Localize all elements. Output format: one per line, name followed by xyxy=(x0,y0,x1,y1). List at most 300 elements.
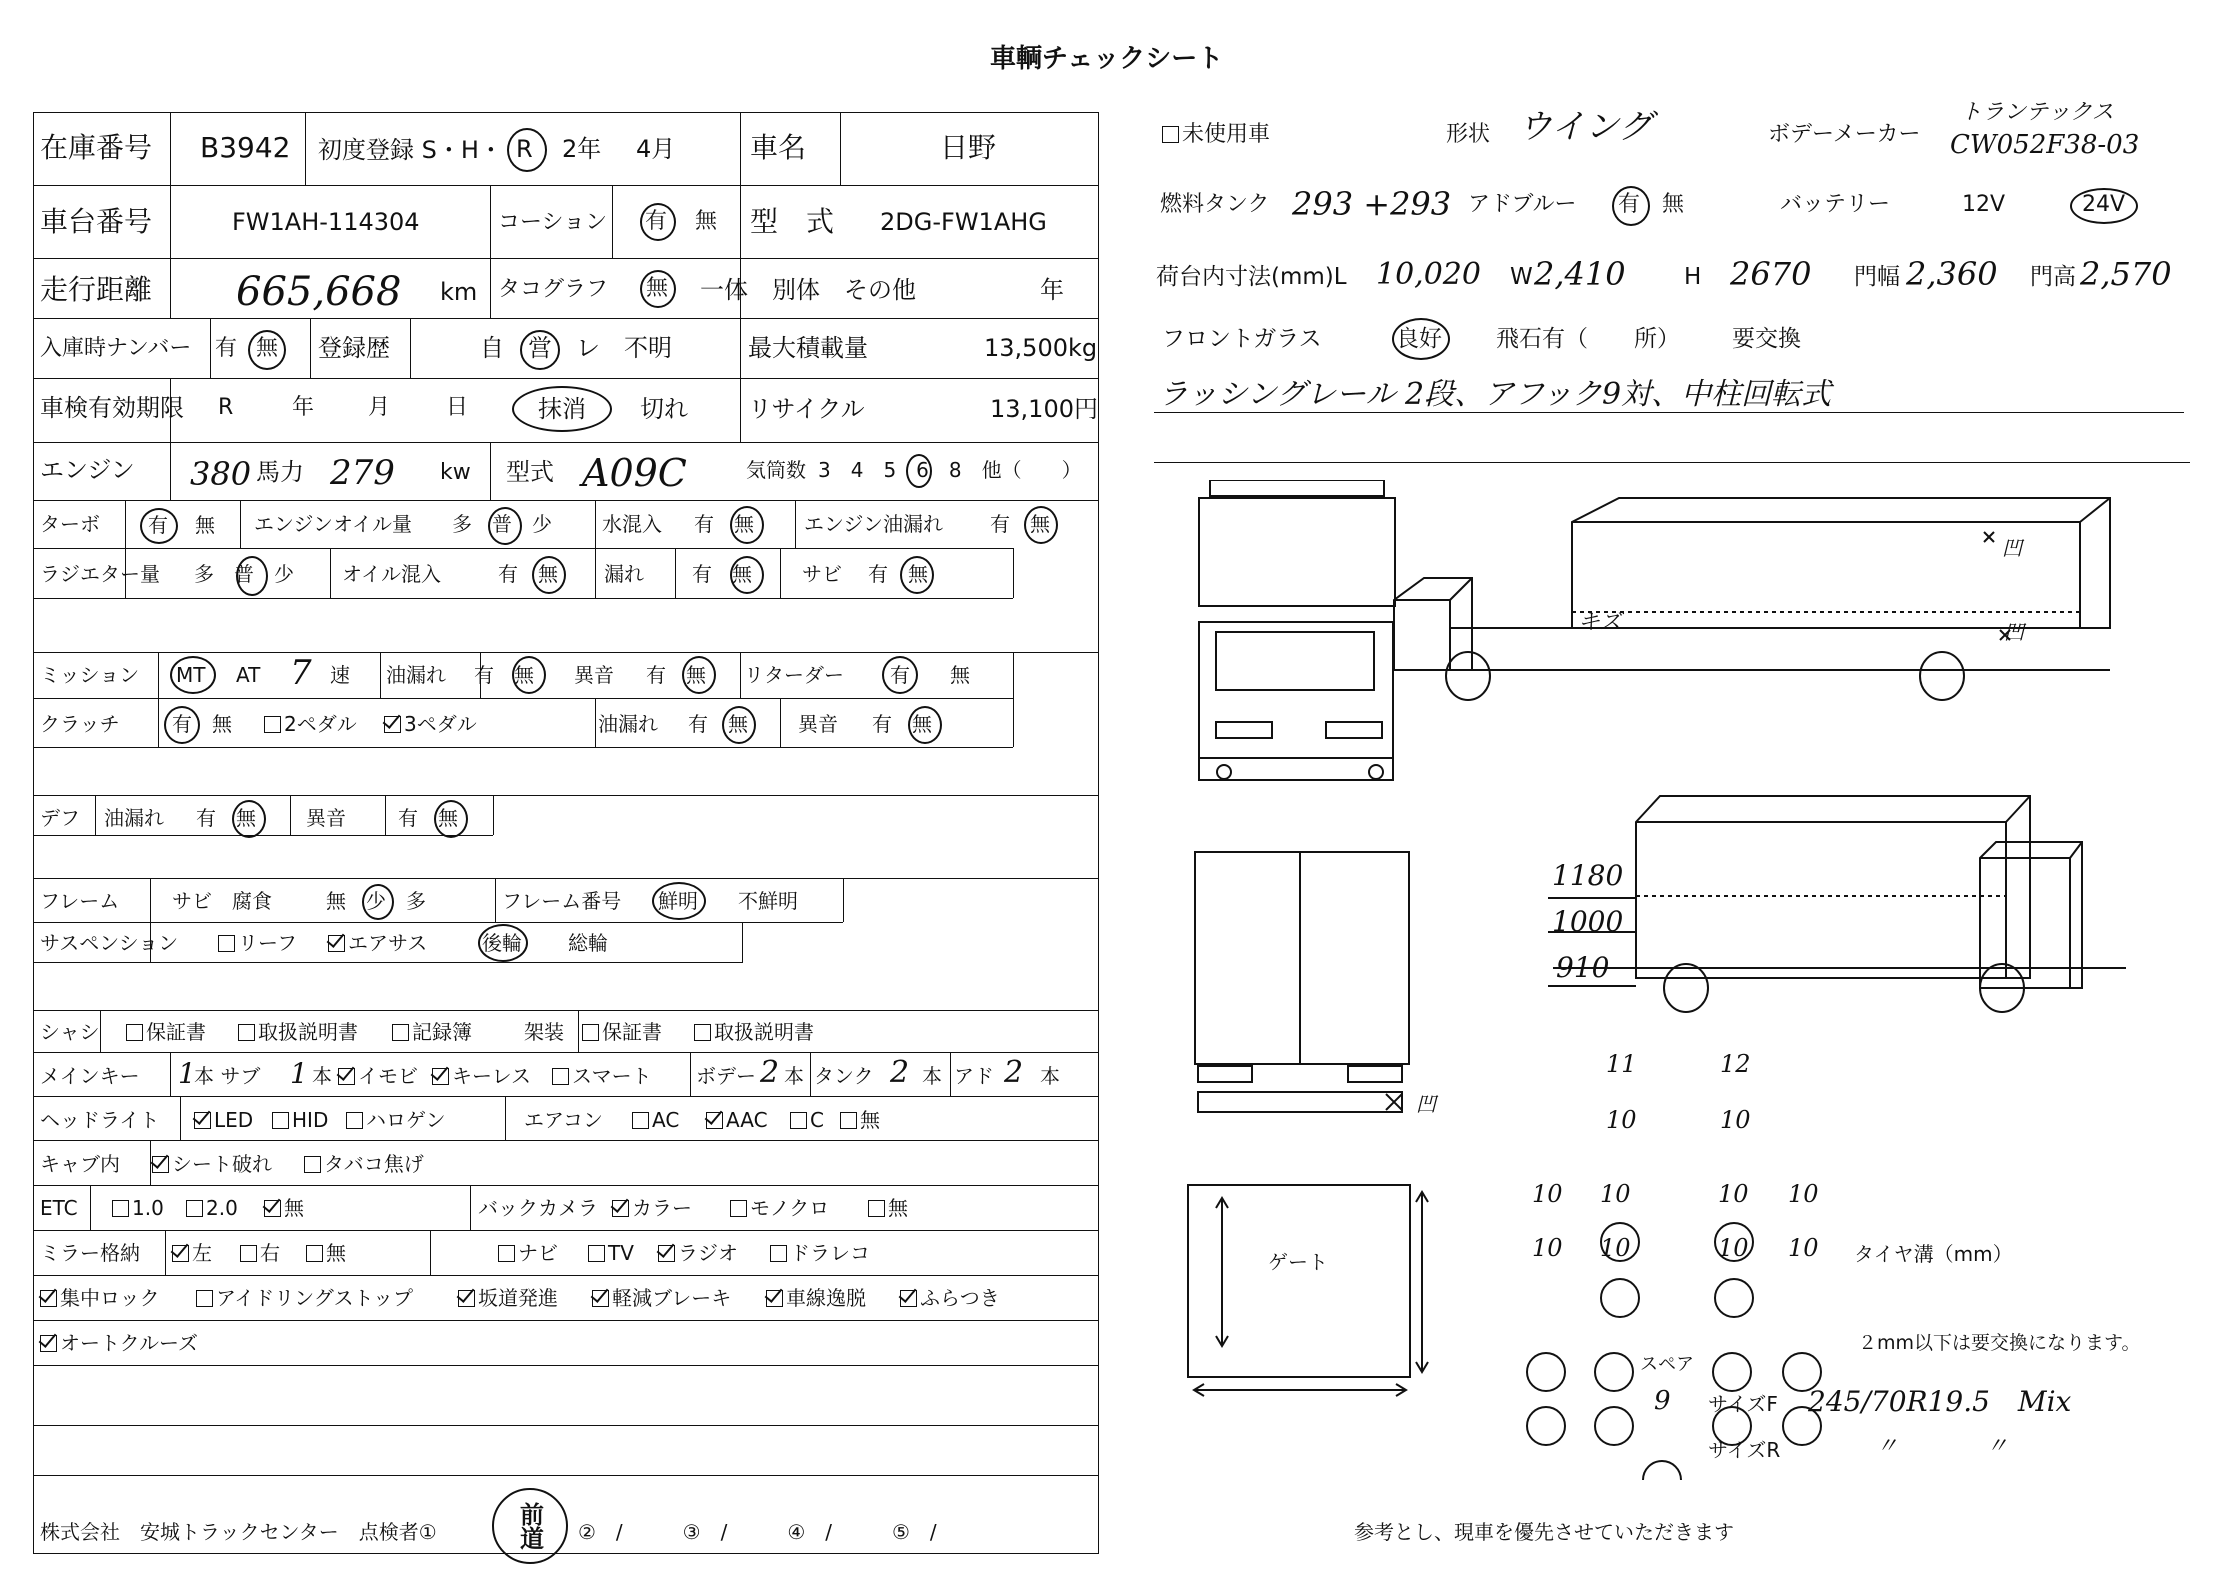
opt-navi xyxy=(498,1243,558,1263)
headlight-label: ヘッドライト xyxy=(40,1108,160,1132)
body-warranty xyxy=(582,1022,662,1042)
tire-r2-4: 10 xyxy=(1788,1234,1819,1262)
rust-circle xyxy=(900,556,934,594)
frame-options: 無 少 多 xyxy=(326,889,426,913)
dent-mark-1: 凹 xyxy=(2002,536,2022,560)
body-manual-label: 取扱説明書 xyxy=(714,1020,814,1044)
chassis-record-checkbox[interactable] xyxy=(392,1024,409,1041)
size-front: 245/70R19.5 Mix xyxy=(1808,1385,2072,1418)
dent-mark-2: 凹 xyxy=(2004,620,2024,644)
tire-r2-2: 10 xyxy=(1600,1234,1631,1262)
battery-24v: 24V xyxy=(2082,192,2126,217)
camera-none-label: 無 xyxy=(888,1196,908,1220)
diff-leak-label: 油漏れ xyxy=(104,806,164,830)
cab-label: キャブ内 xyxy=(40,1152,120,1176)
body-manual xyxy=(694,1022,814,1042)
equip-brake xyxy=(592,1288,731,1308)
susp-leaf xyxy=(218,933,297,953)
equip-wobble xyxy=(900,1288,1000,1308)
dent-mark-3: 凹 xyxy=(1416,1092,1436,1116)
navi-checkbox[interactable] xyxy=(498,1245,515,1262)
led-label: LED xyxy=(214,1108,254,1132)
size-front-label: サイズF xyxy=(1708,1392,1778,1416)
c-label: C xyxy=(810,1108,824,1132)
seat-label: シート破れ xyxy=(172,1152,272,1176)
susp-rear: 後輪 xyxy=(482,931,522,955)
tire-top-2: 12 xyxy=(1720,1050,1751,1078)
etc-v1-label: 1.0 xyxy=(132,1196,164,1220)
adblue-options: 有 無 xyxy=(1618,192,1685,217)
leak-circle xyxy=(730,556,764,594)
gate-width-label: 門幅 xyxy=(1854,264,1900,290)
tv-label: TV xyxy=(608,1241,634,1265)
size-rear-label: サイズR xyxy=(1708,1438,1781,1462)
camera-none xyxy=(868,1198,908,1218)
lane-checkbox[interactable] xyxy=(766,1290,783,1307)
caution-yes: 有 xyxy=(645,209,668,234)
cruise-label: オートクルーズ xyxy=(60,1331,198,1355)
mirror-none xyxy=(306,1243,346,1263)
unused-label: 未使用車 xyxy=(1182,122,1271,147)
etc-label: ETC xyxy=(40,1196,78,1220)
clutch-leak-options: 有 無 xyxy=(688,712,748,736)
clutch-2pedal-label: 2ペダル xyxy=(284,712,357,736)
inspection-label: 車検有効期限 xyxy=(40,394,184,422)
susp-air-checkbox[interactable] xyxy=(328,935,345,952)
chassis-warranty-label: 保証書 xyxy=(146,1020,206,1044)
mileage-unit: km xyxy=(440,278,478,306)
etc-v1 xyxy=(112,1198,164,1218)
rust-options: 有 無 xyxy=(868,562,928,586)
mirror-none-checkbox[interactable] xyxy=(306,1245,323,1262)
mirror-left-label: 左 xyxy=(192,1241,212,1265)
mission-mt: MT xyxy=(176,663,206,687)
immo-label: イモビ xyxy=(358,1064,418,1088)
ac-checkbox[interactable] xyxy=(632,1112,649,1129)
led-checkbox[interactable] xyxy=(194,1112,211,1129)
gate-height: 2,570 xyxy=(2080,255,2172,293)
cab-seat xyxy=(152,1154,272,1174)
body-key-label: ボデー xyxy=(696,1064,756,1088)
tire-r1-1: 10 xyxy=(1532,1180,1563,1208)
model: 2DG-FW1AHG xyxy=(880,208,1047,236)
plate-label: 入庫時ナンバー xyxy=(40,336,192,361)
ad-key-unit: 本 xyxy=(1040,1064,1060,1088)
dim-length: 10,020 xyxy=(1376,257,1481,292)
hill-checkbox[interactable] xyxy=(458,1290,475,1307)
aircon-c xyxy=(790,1110,824,1130)
mission-at: AT xyxy=(236,663,261,687)
chassis-record-label: 記録簿 xyxy=(412,1020,472,1044)
clutch-noise-label: 異音 xyxy=(798,712,838,736)
water-mix-circle xyxy=(730,506,764,544)
dashcam-label: ドラレコ xyxy=(790,1241,870,1265)
payload-label: 最大積載量 xyxy=(748,334,868,362)
reg-month: 4月 xyxy=(636,135,676,163)
replace-needed: 要交換 xyxy=(1732,326,1801,352)
payload: 13,500kg xyxy=(984,334,1098,362)
water-mix-label: 水混入 xyxy=(602,512,662,536)
cab-tobacco xyxy=(304,1154,424,1174)
engine-oil-label: エンジンオイル量 xyxy=(254,512,412,536)
chassis-label: 車台番号 xyxy=(40,205,153,238)
truck-diagrams xyxy=(1150,480,2200,1480)
equip-lane xyxy=(766,1288,866,1308)
cancelled: 抹消 xyxy=(538,395,586,423)
windshield-good: 良好 xyxy=(1396,326,1442,352)
fuel-tank-label: 燃料タンク xyxy=(1160,192,1270,217)
keyless-label: キーレス xyxy=(452,1064,531,1088)
clutch-2pedal xyxy=(264,714,357,734)
etc-none xyxy=(264,1198,304,1218)
mission-label: ミッション xyxy=(40,663,140,687)
mission-leak-options: 有 無 xyxy=(474,663,534,687)
model-label: 型 式 xyxy=(750,205,835,238)
clutch-3pedal xyxy=(384,714,477,734)
hill-label: 坂道発進 xyxy=(478,1286,558,1310)
inspection-r: R xyxy=(218,395,234,420)
tread-label: タイヤ溝（mm） xyxy=(1854,1242,2013,1266)
idle-label: アイドリングストップ xyxy=(216,1286,413,1310)
keys-label: メインキー xyxy=(40,1064,140,1088)
dashcam-checkbox[interactable] xyxy=(770,1245,787,1262)
gate-label: ゲート xyxy=(1268,1250,1328,1274)
engine-type-label: 型式 xyxy=(506,458,554,486)
cruise-checkbox[interactable] xyxy=(40,1335,57,1352)
wobble-label: ふらつき xyxy=(920,1286,1000,1310)
body-warranty-checkbox[interactable] xyxy=(582,1024,599,1041)
stock-label: 在庫番号 xyxy=(40,131,153,164)
etc-v2-checkbox[interactable] xyxy=(186,1200,203,1217)
handwritten-notes: ラッシングレール 2段、アフック9対、中柱回転式 xyxy=(1158,377,1832,412)
height-1180: 1180 xyxy=(1552,859,1624,892)
navi-label: ナビ xyxy=(518,1241,558,1265)
inspection-month: 月 xyxy=(368,395,391,420)
body-maker-label: ボデーメーカー xyxy=(1768,122,1921,147)
tv-checkbox[interactable] xyxy=(588,1245,605,1262)
damage-scratch: キズ xyxy=(1578,610,1622,635)
engine-oil-options: 多 普 少 xyxy=(452,512,552,536)
adblue-label: アドブルー xyxy=(1468,192,1577,217)
clutch-label: クラッチ xyxy=(40,712,120,736)
diff-noise-circle xyxy=(434,800,468,838)
equip-lock xyxy=(40,1288,160,1308)
ad-key-count: 2 xyxy=(1004,1055,1024,1090)
dims-label: 荷台内寸法(mm)L xyxy=(1156,264,1347,290)
history-options: 自 営 レ 不明 xyxy=(480,334,672,362)
kw-label: kw xyxy=(440,460,471,485)
stock-number: B3942 xyxy=(200,131,291,164)
clutch-3pedal-checkbox[interactable] xyxy=(384,716,401,733)
inspection-year: 年 xyxy=(292,395,315,420)
inspection-day: 日 xyxy=(446,395,469,420)
mirror-left xyxy=(172,1243,212,1263)
leak-options: 有 無 xyxy=(692,562,752,586)
susp-all: 総輪 xyxy=(568,931,608,955)
seat-checkbox[interactable] xyxy=(152,1156,169,1173)
mileage-label: 走行距離 xyxy=(40,273,153,306)
era: R xyxy=(516,135,533,163)
equip-idle xyxy=(196,1288,413,1308)
chassis-warranty-checkbox[interactable] xyxy=(126,1024,143,1041)
chassis-manual-label: 取扱説明書 xyxy=(258,1020,358,1044)
unused-vehicle xyxy=(1162,124,1270,146)
car-name-label: 車名 xyxy=(750,131,807,164)
cylinders-label: 気筒数 xyxy=(746,458,806,482)
spare-label: スペア xyxy=(1640,1354,1694,1375)
stone-chip: 飛石有（ 所） xyxy=(1496,326,1680,352)
tire-r1-3: 10 xyxy=(1718,1180,1749,1208)
hid-label: HID xyxy=(292,1108,329,1132)
battery-12v: 12V xyxy=(1962,192,2006,217)
camera-mono-label: モノクロ xyxy=(750,1196,830,1220)
etc-none-label: 無 xyxy=(284,1196,304,1220)
radiator-circle xyxy=(236,556,268,596)
camera-mono xyxy=(730,1198,829,1218)
body-maker: トランテックス xyxy=(1960,100,2114,125)
frame-no-label: フレーム番号 xyxy=(502,889,622,913)
frame-label: フレーム xyxy=(40,889,120,913)
clutch-2pedal-checkbox[interactable] xyxy=(264,716,281,733)
opt-radio xyxy=(658,1243,738,1263)
main-key-count: 1 xyxy=(178,1057,196,1090)
key-smart xyxy=(552,1066,652,1086)
caution-no: 無 xyxy=(695,209,718,234)
aircon-ac xyxy=(632,1110,679,1130)
body-key-unit: 本 xyxy=(784,1064,804,1088)
radio-checkbox[interactable] xyxy=(658,1245,675,1262)
lane-label: 車線逸脱 xyxy=(786,1286,866,1310)
body-warranty-label: 保証書 xyxy=(602,1020,662,1044)
company-inspector: 株式会社 安城トラックセンター 点検者① xyxy=(40,1520,437,1544)
dim-width-label: W xyxy=(1510,264,1533,290)
halogen-checkbox[interactable] xyxy=(346,1112,363,1129)
stamp-text: 前道 xyxy=(515,1502,545,1550)
tire-r1-2: 10 xyxy=(1600,1180,1631,1208)
chassis-number: FW1AH-114304 xyxy=(232,208,420,236)
halogen-label: ハロゲン xyxy=(366,1108,446,1132)
aac-checkbox[interactable] xyxy=(706,1112,723,1129)
tobacco-checkbox[interactable] xyxy=(304,1156,321,1173)
etc-v1-checkbox[interactable] xyxy=(112,1200,129,1217)
engine-oil-circle xyxy=(488,507,522,545)
equip-cruise xyxy=(40,1333,198,1353)
tank-key-label: タンク xyxy=(814,1064,874,1088)
leak-label: 漏れ xyxy=(604,562,644,586)
etc-none-checkbox[interactable] xyxy=(264,1200,281,1217)
light-halogen xyxy=(346,1110,446,1130)
engine-label: エンジン xyxy=(40,456,135,484)
spare-tread: 9 xyxy=(1654,1386,1671,1416)
height-910: 910 xyxy=(1556,951,1610,984)
mission-speed-label: 速 xyxy=(330,663,350,687)
recycle-fee: 13,100円 xyxy=(990,395,1098,423)
keyless-checkbox[interactable] xyxy=(432,1068,449,1085)
body-docs-label: 架装 xyxy=(524,1020,564,1044)
cylinders-options: 3 4 5 6 8 他（ ） xyxy=(818,458,1082,482)
radiator-label: ラジエター量 xyxy=(40,562,160,586)
tank-key-count: 2 xyxy=(890,1055,910,1090)
susp-leaf-checkbox[interactable] xyxy=(218,935,235,952)
radio-label: ラジオ xyxy=(678,1241,738,1265)
opt-dashcam xyxy=(770,1243,870,1263)
inspector-stamp xyxy=(492,1488,568,1564)
tire-r2-3: 10 xyxy=(1718,1234,1749,1262)
tire-top-1: 11 xyxy=(1606,1050,1637,1078)
tire-r2-1: 10 xyxy=(1532,1234,1563,1262)
dim-height-label: H xyxy=(1684,264,1702,290)
tire-top-4: 10 xyxy=(1720,1106,1751,1134)
tank-key-unit: 本 xyxy=(922,1064,942,1088)
mirror-label: ミラー格納 xyxy=(40,1241,140,1265)
sheet-title: 車輌チェックシート xyxy=(990,44,1224,74)
tacho-year: 年 xyxy=(1040,276,1064,304)
body-maker-code: CW052F38-03 xyxy=(1950,130,2140,160)
camera-color-checkbox[interactable] xyxy=(612,1200,629,1217)
equip-hill xyxy=(458,1288,558,1308)
gate-width: 2,360 xyxy=(1906,255,1998,293)
oil-mix-options: 有 無 xyxy=(498,562,558,586)
diff-label: デフ xyxy=(40,806,80,830)
brake-label: 軽減ブレーキ xyxy=(612,1286,732,1310)
shape-label: 形状 xyxy=(1446,122,1491,147)
recycle-label: リサイクル xyxy=(748,395,865,423)
turbo-yes: 有 xyxy=(148,513,168,537)
etc-v2 xyxy=(186,1198,238,1218)
ad-key-label: アド xyxy=(954,1064,994,1088)
body-key-count: 2 xyxy=(760,1055,780,1090)
kilowatt: 279 xyxy=(330,453,395,493)
tire-r1-4: 10 xyxy=(1788,1180,1819,1208)
dim-height: 2670 xyxy=(1730,255,1812,293)
horsepower: 380 xyxy=(190,455,252,493)
light-led xyxy=(194,1110,253,1130)
mission-leak-circle xyxy=(512,656,546,694)
aac-label: AAC xyxy=(726,1108,768,1132)
camera-none-checkbox[interactable] xyxy=(868,1200,885,1217)
unused-checkbox[interactable] xyxy=(1162,126,1179,143)
fuel-tank: 293 +293 xyxy=(1292,185,1452,223)
windshield-label: フロントガラス xyxy=(1162,326,1322,352)
car-name: 日野 xyxy=(940,131,997,164)
oil-mix-label: オイル混入 xyxy=(342,562,441,586)
oil-mix-circle xyxy=(532,556,566,594)
chassis-warranty xyxy=(126,1022,206,1042)
sub-key-count: 1 xyxy=(290,1057,308,1090)
susp-air xyxy=(328,933,427,953)
mission-speed: 7 xyxy=(290,653,312,693)
body-shape: ウイング xyxy=(1518,107,1653,147)
turbo-label: ターボ xyxy=(40,512,100,536)
clutch-noise-circle xyxy=(908,706,942,744)
chassis-docs-label: シャシ xyxy=(40,1020,100,1044)
frame-rust-label: サビ 腐食 xyxy=(172,889,272,913)
reg-year: 2年 xyxy=(562,135,602,163)
retarder-options: 有 無 xyxy=(890,663,970,687)
reference-note: 参考とし、現車を優先させていただきます xyxy=(1354,1520,1734,1544)
camera-mono-checkbox[interactable] xyxy=(730,1200,747,1217)
main-key-label: 本 サブ xyxy=(194,1064,261,1088)
tacho-label: タコグラフ xyxy=(498,277,609,302)
history-label: 登録歴 xyxy=(318,334,390,362)
opt-tv xyxy=(588,1243,634,1263)
back-camera-label: バックカメラ xyxy=(478,1196,598,1220)
key-immo xyxy=(338,1066,418,1086)
camera-color xyxy=(612,1198,692,1218)
wobble-checkbox[interactable] xyxy=(900,1290,917,1307)
lock-label: 集中ロック xyxy=(60,1286,160,1310)
brake-checkbox[interactable] xyxy=(592,1290,609,1307)
chassis-manual-checkbox[interactable] xyxy=(238,1024,255,1041)
body-manual-checkbox[interactable] xyxy=(694,1024,711,1041)
rust-label: サビ xyxy=(802,562,842,586)
clutch-3pedal-label: 3ペダル xyxy=(404,712,477,736)
mirror-right-checkbox[interactable] xyxy=(240,1245,257,1262)
first-reg-label: 初度登録 S・H・ xyxy=(318,136,503,164)
height-1000: 1000 xyxy=(1552,905,1624,938)
diff-leak-circle xyxy=(232,800,266,838)
idle-checkbox[interactable] xyxy=(196,1290,213,1307)
mission-noise-options: 有 無 xyxy=(646,663,706,687)
mirror-right xyxy=(240,1243,280,1263)
clutch-options: 有 無 xyxy=(172,712,232,736)
dim-width: 2,410 xyxy=(1534,255,1626,293)
chassis-manual xyxy=(238,1022,358,1042)
smart-label: スマート xyxy=(572,1064,652,1088)
mission-noise-label: 異音 xyxy=(574,663,614,687)
retarder-label: リターダー xyxy=(744,663,844,687)
mirror-left-checkbox[interactable] xyxy=(172,1245,189,1262)
tacho-options: 一体 別体 その他 xyxy=(700,276,916,304)
aircon-none xyxy=(840,1110,880,1130)
diff-noise-label: 異音 xyxy=(306,806,346,830)
mileage: 665,668 xyxy=(236,269,402,315)
frame-no-options: 鮮明 不鮮明 xyxy=(658,889,798,913)
aircon-label: エアコン xyxy=(524,1108,603,1132)
clutch-leak-circle xyxy=(722,706,756,744)
aircon-none-label: 無 xyxy=(860,1108,880,1132)
clutch-leak-label: 油漏れ xyxy=(598,712,658,736)
frame-circle xyxy=(362,884,394,920)
lock-checkbox[interactable] xyxy=(40,1290,57,1307)
hid-checkbox[interactable] xyxy=(272,1112,289,1129)
mirror-none-label: 無 xyxy=(326,1241,346,1265)
clutch-noise-options: 有 無 xyxy=(872,712,932,736)
mission-noise-circle xyxy=(682,656,716,694)
diff-noise-options: 有 無 xyxy=(398,806,458,830)
tacho-none: 無 xyxy=(646,276,669,301)
immo-checkbox[interactable] xyxy=(338,1068,355,1085)
engine-leak-options: 有 無 xyxy=(990,512,1050,536)
battery-label: バッテリー xyxy=(1780,192,1891,217)
radiator-options: 多 普 少 xyxy=(194,562,294,586)
expired: 切れ xyxy=(640,395,688,423)
light-hid xyxy=(272,1110,328,1130)
plate-yes: 有 xyxy=(215,336,238,361)
susp-label: サスペンション xyxy=(40,931,179,955)
sub-key-label: 本 xyxy=(312,1064,332,1088)
tread-note: ２mm以下は要交換になります。 xyxy=(1858,1332,2141,1354)
c-checkbox[interactable] xyxy=(790,1112,807,1129)
engine-type: A09C xyxy=(582,451,687,495)
key-keyless xyxy=(432,1066,531,1086)
water-mix-options: 有 無 xyxy=(694,512,754,536)
smart-checkbox[interactable] xyxy=(552,1068,569,1085)
other-inspectors: ② / ③ / ④ / ⑤ / xyxy=(578,1520,937,1544)
aircon-none-checkbox[interactable] xyxy=(840,1112,857,1129)
aircon-aac xyxy=(706,1110,768,1130)
diff-leak-options: 有 無 xyxy=(196,806,256,830)
